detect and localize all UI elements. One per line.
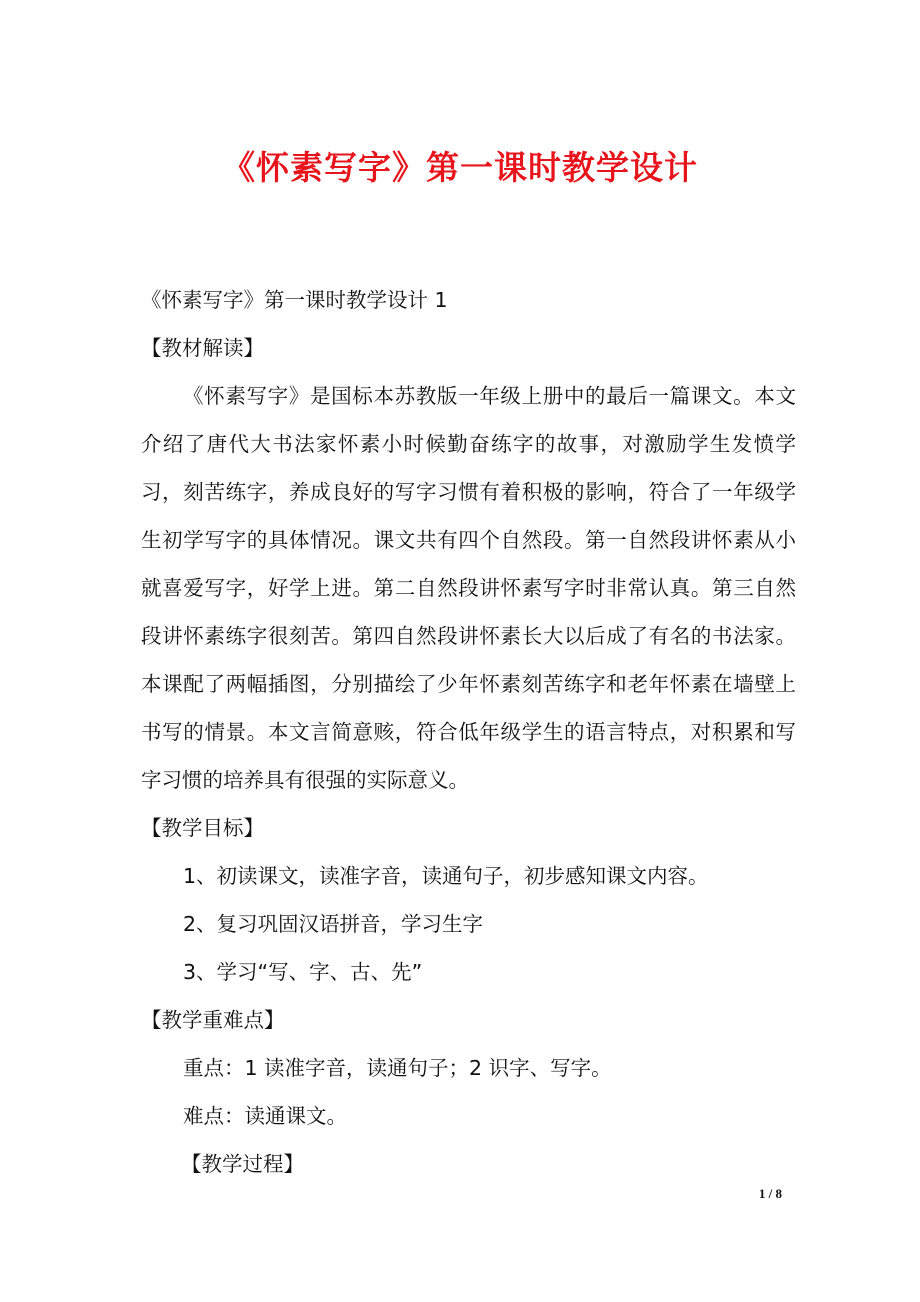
document-subtitle: 《怀素写字》第一课时教学设计 1 [141, 288, 448, 312]
material-paragraph: 《怀素写字》是国标本苏教版一年级上册中的最后一篇课文。本文介绍了唐代大书法家怀素小时候勤奋练字的故事，对激励学生发愤学习，刻苦练字，养成良好的写字习惯有着积极的影响，符合了一年级学生初学写字的具体情况。课文共有四个自然段。第一自然段讲怀素从小就喜爱写字，好学上进。第二自然段讲怀素写字时非常认真。第三自然段讲怀素练字很刻苦。第四自然段讲怀素长大以后成了有名的书法家。本课配了两幅插图，分别描绘了少年怀素刻苦练字和老年怀素在墙壁上书写的情景。本文言简意赅，符合低年级学生的语言特点，对积累和写字习惯的培养具有很强的实际意义。 [141, 384, 796, 792]
document-body [141, 276, 796, 1188]
section-heading-key: 【教学重难点】 [141, 1008, 285, 1032]
section-heading-material: 【教材解读】 [141, 336, 264, 360]
difficulty-point: 难点：读通课文。 [183, 1104, 347, 1128]
page-number: 1 / 8 [758, 1186, 782, 1201]
section-heading-goals: 【教学目标】 [141, 816, 264, 840]
document-title: 《怀素写字》第一课时教学设计 [222, 148, 698, 187]
goal-item-1: 1、初读课文，读准字音，读通句子，初步感知课文内容。 [183, 864, 709, 888]
section-heading-process: 【教学过程】 [181, 1152, 304, 1176]
goal-item-3: 3、学习“写、字、古、先” [183, 960, 423, 984]
goal-item-2: 2、复习巩固汉语拼音，学习生字 [183, 912, 484, 936]
key-point: 重点：1 读准字音，读通句子；2 识字、写字。 [183, 1056, 612, 1080]
